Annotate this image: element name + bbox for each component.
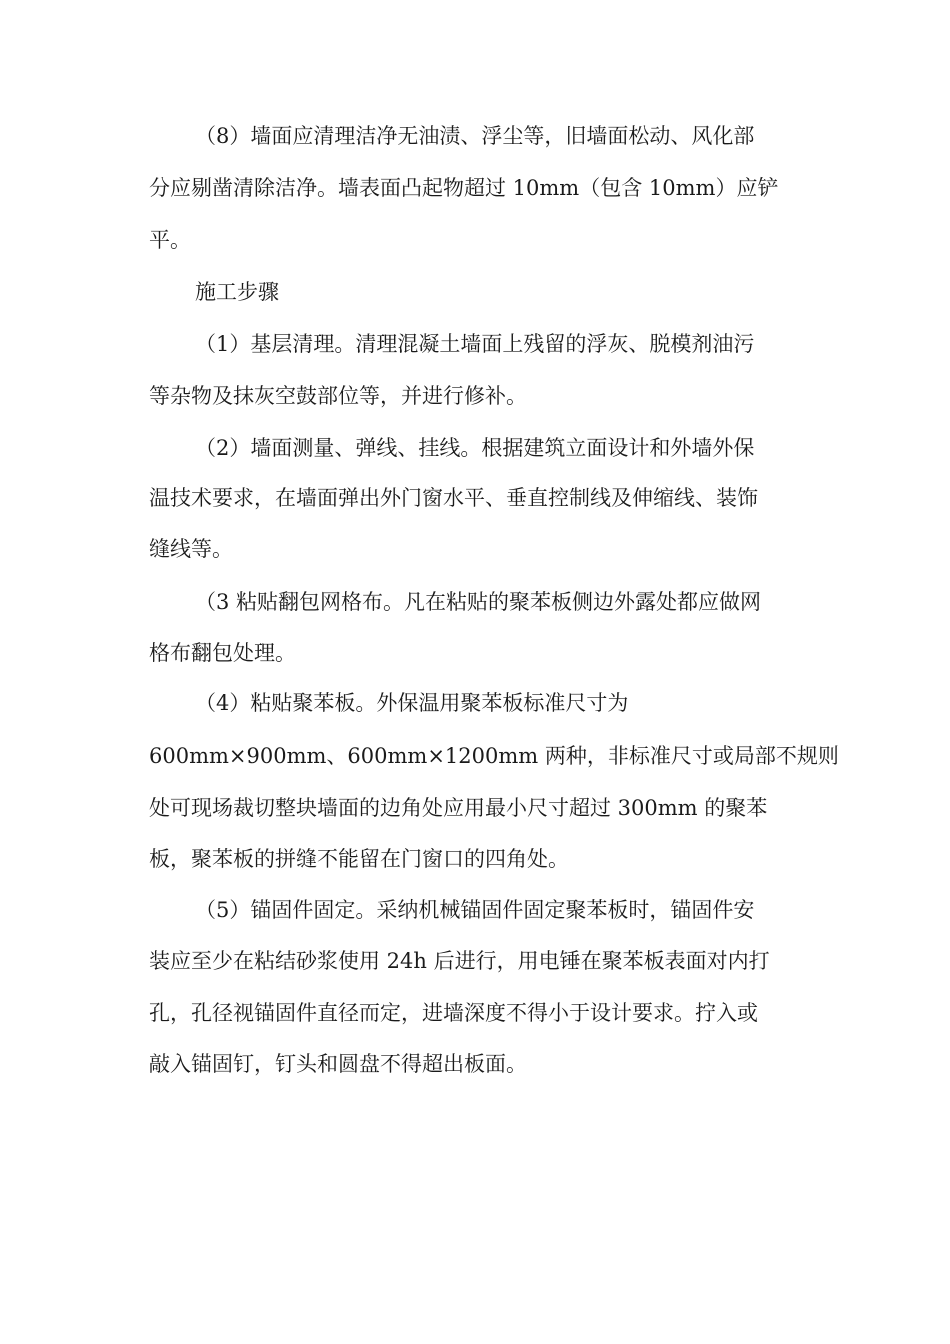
text-line: （8）墙面应清理洁净无油渍、浮尘等，旧墙面松动、风化部 xyxy=(195,124,755,148)
text-line: 孔，孔径视锚固件直径而定，进墙深度不得小于设计要求。拧入或 xyxy=(149,1001,758,1025)
text-line: （3 粘贴翻包网格布。凡在粘贴的聚苯板侧边外露处都应做网 xyxy=(195,590,762,614)
text-line: 处可现场裁切整块墙面的边角处应用最小尺寸超过 300mm 的聚苯 xyxy=(149,796,768,820)
text-line: 敲入锚固钉，钉头和圆盘不得超出板面。 xyxy=(149,1052,527,1076)
text-line: （2）墙面测量、弹线、挂线。根据建筑立面设计和外墙外保 xyxy=(195,436,755,460)
text-line: 装应至少在粘结砂浆使用 24h 后进行，用电锤在聚苯板表面对内打 xyxy=(149,949,770,973)
text-line: （5）锚固件固定。采纳机械锚固件固定聚苯板时，锚固件安 xyxy=(195,898,755,922)
section-heading: 施工步骤 xyxy=(195,280,279,304)
text-line: 等杂物及抹灰空鼓部位等，并进行修补。 xyxy=(149,384,527,408)
text-line: 缝线等。 xyxy=(149,537,233,561)
text-line: 平。 xyxy=(149,228,191,252)
text-line: 温技术要求，在墙面弹出外门窗水平、垂直控制线及伸缩线、装饰 xyxy=(149,486,758,510)
text-line: 板，聚苯板的拼缝不能留在门窗口的四角处。 xyxy=(149,847,569,871)
text-line: （1）基层清理。清理混凝土墙面上残留的浮灰、脱模剂油污 xyxy=(195,332,755,356)
text-line: （4）粘贴聚苯板。外保温用聚苯板标准尺寸为 xyxy=(195,691,629,715)
text-line: 格布翻包处理。 xyxy=(149,641,296,665)
text-line: 600mm×900mm、600mm×1200mm 两种，非标准尺寸或局部不规则 xyxy=(149,744,839,768)
text-line: 分应剔凿清除洁净。墙表面凸起物超过 10mm（包含 10mm）应铲 xyxy=(149,176,779,200)
